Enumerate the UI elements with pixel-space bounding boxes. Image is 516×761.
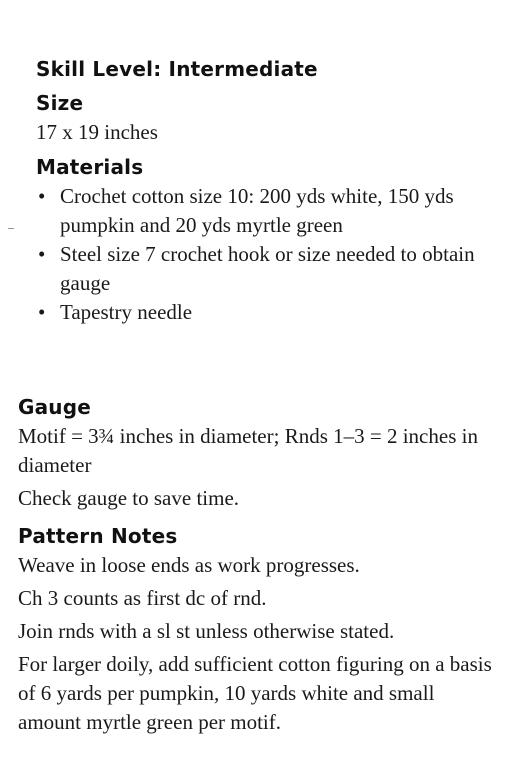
- materials-item-text: Crochet cotton size 10: 200 yds white, 150 yds pumpkin and 20 yds myrtle green: [60, 184, 454, 237]
- materials-item: [36, 240, 486, 298]
- materials-item-text: Steel size 7 crochet hook or size needed to obtain gauge: [60, 242, 475, 295]
- size-heading: Size: [36, 91, 84, 115]
- bullet-icon: •: [38, 300, 46, 324]
- pattern-instructions-block: [18, 392, 498, 741]
- materials-item: [36, 298, 486, 327]
- pattern-header-block: [36, 54, 486, 327]
- pattern-note: Join rnds with a sl st unless otherwise stated.: [18, 619, 395, 643]
- materials-item-text: Tapestry needle: [60, 300, 193, 324]
- gauge-line: Check gauge to save time.: [18, 486, 240, 510]
- size-value: 17 x 19 inches: [36, 120, 158, 144]
- bullet-icon: •: [38, 184, 46, 208]
- gauge-heading: Gauge: [18, 395, 92, 419]
- materials-list: [36, 182, 486, 327]
- stray-mark: [8, 228, 14, 229]
- bullet-icon: •: [38, 242, 46, 266]
- pattern-notes-heading: Pattern Notes: [18, 524, 178, 548]
- materials-item: [36, 182, 486, 240]
- pattern-note: Weave in loose ends as work progresses.: [18, 553, 360, 577]
- pattern-note: For larger doily, add sufficient cotton figuring on a basis of 6 yards per pumpkin, 10 yards white and small amount myrtle green per motif.: [18, 652, 492, 734]
- pattern-note: Ch 3 counts as first dc of rnd.: [18, 586, 267, 610]
- gauge-line: Motif = 3¾ inches in diameter; Rnds 1–3 = 2 inches in diameter: [18, 424, 478, 477]
- materials-heading: Materials: [36, 155, 144, 179]
- skill-level-heading: Skill Level: Intermediate: [36, 57, 318, 81]
